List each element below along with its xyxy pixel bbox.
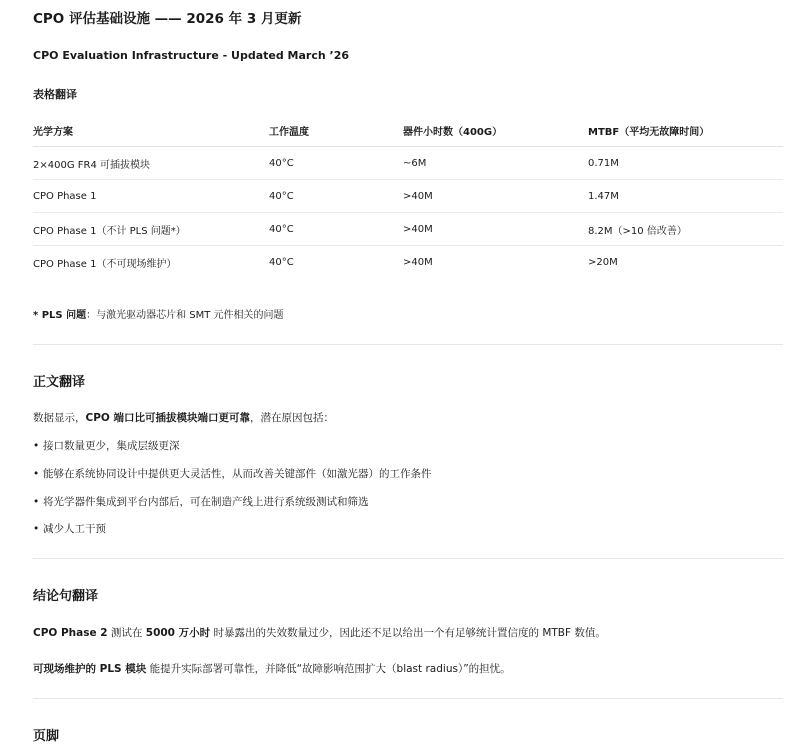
column-header-temperature: 工作温度 — [269, 114, 403, 147]
list-item-text: 接口数量更少，集成层级更深 — [43, 440, 180, 452]
table-row — [33, 213, 783, 246]
conclusion-paragraph-1 — [33, 625, 606, 640]
bullet-marker: • — [33, 468, 40, 480]
section-divider — [33, 344, 783, 345]
list-item — [33, 494, 369, 509]
body-intro — [33, 410, 334, 425]
list-item-text: 减少人工干预 — [43, 523, 106, 535]
list-item — [33, 466, 432, 481]
column-header-optics: 光学方案 — [33, 114, 269, 147]
conclusion-text-1: 测试在 — [107, 627, 146, 639]
cell-mtbf: 0.71M — [588, 147, 783, 180]
footnote-text: ：与激光驱动器芯片和 SMT 元件相关的问题 — [86, 310, 284, 321]
bullet-marker: • — [33, 496, 40, 508]
table-section-heading: 表格翻译 — [33, 88, 77, 101]
conclusion-bold-2: 5000 万小时 — [145, 627, 211, 639]
table-footnote — [33, 306, 284, 321]
conclusion-section-heading: 结论句翻译 — [33, 589, 99, 604]
table-header-row — [33, 114, 783, 147]
conclusion-bold-3: 可现场维护的 PLS 模块 — [33, 663, 147, 675]
conclusion-text-2: 时暴露出的失效数量过少，因此还不足以给出一个有足够统计置信度的 MTBF 数值。 — [210, 627, 606, 639]
cell-temperature: 40°C — [269, 213, 403, 246]
list-item — [33, 521, 106, 536]
mtbf-table — [33, 114, 783, 278]
section-divider — [33, 698, 783, 699]
table-row — [33, 147, 783, 180]
cell-optics: CPO Phase 1（不计 PLS 问题*） — [33, 213, 269, 246]
cell-device-hours: ~6M — [403, 147, 588, 180]
section-divider — [33, 558, 783, 559]
bullet-marker: • — [33, 523, 40, 535]
cell-optics: CPO Phase 1（不可现场维护） — [33, 258, 177, 270]
cell-mtbf: 1.47M — [588, 180, 783, 213]
body-section-heading: 正文翻译 — [33, 375, 86, 390]
cell-device-hours: >40M — [403, 213, 588, 246]
list-item-text: 能够在系统协同设计中提供更大灵活性，从而改善关键部件（如激光器）的工作条件 — [43, 468, 432, 480]
column-header-device-hours: 器件小时数（400G） — [403, 114, 588, 147]
footer-section-heading: 页脚 — [33, 729, 60, 744]
cell-optics: CPO Phase 1 — [33, 180, 269, 213]
cell-temperature: 40°C — [269, 256, 294, 268]
footnote-term: * PLS 问题 — [33, 310, 87, 321]
conclusion-bold-1: CPO Phase 2 — [33, 627, 108, 639]
cell-device-hours: >40M — [403, 256, 433, 268]
list-item-text: 将光学器件集成到平台内部后，可在制造产线上进行系统级测试和筛选 — [43, 496, 369, 508]
table-row — [33, 246, 783, 279]
page-title: CPO 评估基础设施 —— 2026 年 3 月更新 — [33, 11, 302, 27]
cell-temperature: 40°C — [269, 180, 403, 213]
cell-optics: 2×400G FR4 可插拔模块 — [33, 147, 269, 180]
cell-mtbf: 8.2M（>10 倍改善） — [588, 213, 783, 246]
cell-device-hours: >40M — [403, 180, 588, 213]
table-row — [33, 180, 783, 213]
conclusion-paragraph-2 — [33, 661, 511, 676]
page-subtitle: CPO Evaluation Infrastructure - Updated March ’26 — [33, 49, 350, 62]
conclusion-text-3: 能提升实际部署可靠性，并降低“故障影响范围扩大（blast radius）”的担忧。 — [146, 663, 511, 675]
bullet-marker: • — [33, 440, 40, 452]
body-intro-bold: CPO 端口比可插拔模块端口更可靠 — [85, 412, 250, 424]
body-intro-post: ，潜在原因包括： — [249, 412, 334, 424]
cell-temperature: 40°C — [269, 147, 403, 180]
list-item — [33, 438, 180, 453]
cell-mtbf: >20M — [588, 256, 618, 268]
column-header-mtbf: MTBF（平均无故障时间） — [588, 114, 783, 147]
body-intro-pre: 数据显示， — [33, 412, 86, 424]
